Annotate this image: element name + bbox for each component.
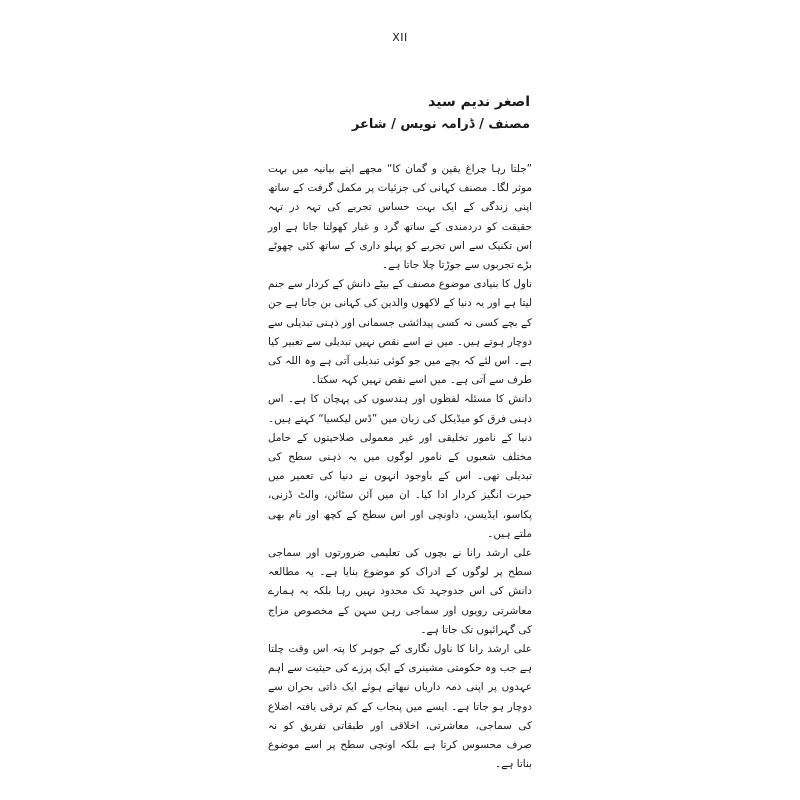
- paragraph-5: علی ارشد رانا کا ناول نگاری کے جوہر کا پتہ اس وقت چلتا ہے جب وہ حکومتی مشینری کے ایک پرزے کی حیثیت سے اہم عہدوں پر اپنی ذمہ داریاں نبھاتے ہوئے ایک ذاتی بحران سے دوچار ہو جاتا ہے۔ ایسے میں پنجاب کے کم ترقی یافتہ اضلاع کی سماجی، معاشرتی، اخلاقی اور طبقاتی تفریق کو نہ صرف محسوس کرتا ہے بلکہ اونچی سطح پر اسے موضوع بناتا ہے۔: [268, 643, 532, 771]
- paragraph-4: علی ارشد رانا نے بچوں کی تعلیمی ضرورتوں اور سماجی سطح پر لوگوں کے ادراک کو موضوع بنایا ہے۔ یہ مطالعہ دانش کی اس جدوجہد تک محدود نہیں رہا بلکہ یہ ہمارے معاشرتی رویوں اور سماجی رہن سہن کے مخصوص مزاج کی گہرائیوں تک جاتا ہے۔: [268, 547, 532, 636]
- paragraph-3: دانش کا مسئلہ لفظوں اور ہندسوں کی پہچان کا ہے۔ اس ذہنی فرق کو میڈیکل کی زبان میں ”ڈس لیکسیا“ کہتے ہیں۔ دنیا کے نامور تخلیقی اور غیر معمولی صلاحیتوں کے حامل مختلف شعبوں کے نامور لوگوں میں یہ ذہنی سطح کی تبدیلی تھی۔ اس کے باوجود انہوں نے دنیا کی تعمیر میں حیرت انگیز کردار ادا کیا۔ ان میں آئن سٹائن، والٹ ڈزنی، پکاسو، ایڈیسن، داونچی اور اس سطح کے کچھ اور نام بھی ملتے ہیں۔: [268, 393, 532, 540]
- body-text: [268, 160, 532, 775]
- page-number: XII: [392, 31, 408, 44]
- author-role: مصنف / ڈرامہ نویس / شاعر: [351, 117, 530, 132]
- paragraph-1: ”جلتا رہا چراغ یقین و گمان کا“ مجھے اپنے بیانیہ میں بہت موثر لگا۔ مصنف کہانی کی جزئیات پر مکمل گرفت کے ساتھ اپنی زندگی کے ایک بہت حساس تجربے کی تہہ در تہہ حقیقت کو دردمندی کے ساتھ گرد و غبار کھولتا جاتا ہے اور اس تکنیک سے اس تجربے کو پہلو داری کے ساتھ کئی چھوٹے بڑے تجربوں سے جوڑتا چلا جاتا ہے۔: [268, 163, 532, 272]
- author-name: اصغر ندیم سید: [428, 94, 530, 110]
- author-heading: [352, 92, 530, 135]
- paragraph-2: ناول کا بنیادی موضوع مصنف کے بیٹے دانش کے کردار سے جنم لیتا ہے اور یہ دنیا کے لاکھوں والدین کی کہانی بن جاتا ہے جن کے بچے کسی نہ کسی پیدائشی جسمانی اور ذہنی تبدیلی سے دوچار ہوتے ہیں۔ میں نے اسے نقص نہیں تبدیلی سے تعبیر کیا ہے۔ اس لئے کہ بچے میں جو کوئی تبدیلی آتی ہے وہ اللہ کی طرف سے آتی ہے۔ میں اسے نقص نہیں کہہ سکتا۔: [268, 278, 532, 387]
